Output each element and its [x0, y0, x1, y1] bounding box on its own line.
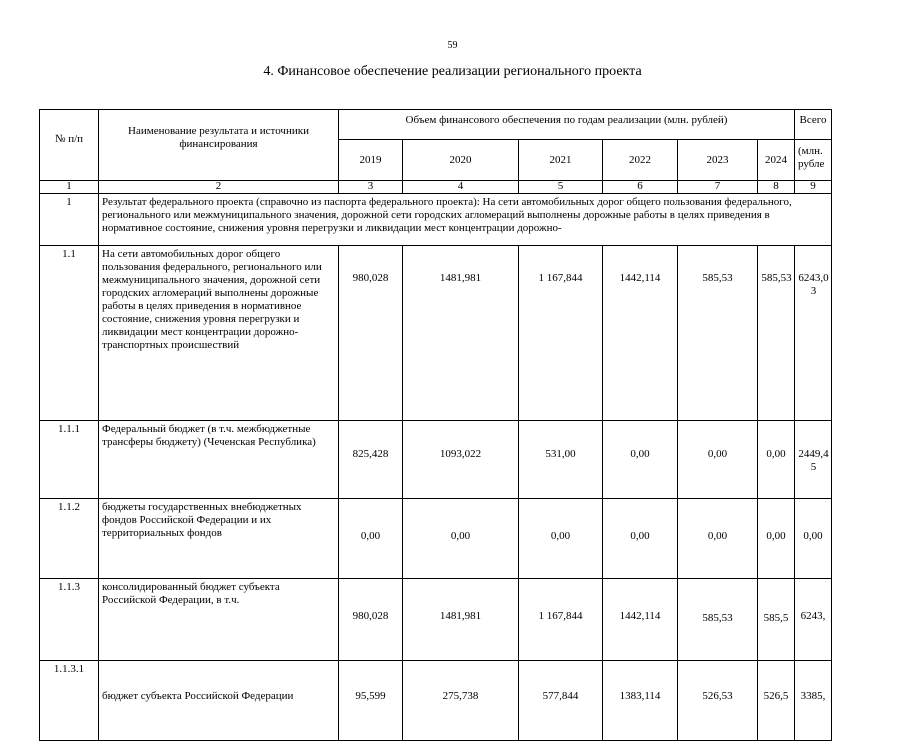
total-unit: (млн. рубле [795, 140, 832, 181]
column-numbers-row [40, 181, 832, 194]
year-2023: 2023 [678, 140, 758, 181]
column-number: 6 [603, 181, 678, 194]
column-number: 8 [758, 181, 795, 194]
value-2024: 585,53 [758, 246, 795, 421]
row-name: бюджеты государственных внебюджетных фондов Российской Федерации и их территориальных фондов [99, 499, 339, 579]
value-2024: 585,5 [758, 579, 795, 661]
column-number: 5 [519, 181, 603, 194]
row-name: консолидированный бюджет субъекта Российской Федерации, в т.ч. [99, 579, 339, 661]
row-number: 1.1.3 [40, 579, 99, 661]
page-title: 4. Финансовое обеспечение реализации регионального проекта [263, 64, 642, 79]
column-number: 1 [40, 181, 99, 194]
row-name: Федеральный бюджет (в т.ч. межбюджетные трансферы бюджету) (Чеченская Республика) [99, 421, 339, 499]
page-number: 59 [447, 40, 458, 51]
year-2019: 2019 [339, 140, 403, 181]
year-2022: 2022 [603, 140, 678, 181]
value-2023: 0,00 [678, 499, 758, 579]
value-2022: 0,00 [603, 499, 678, 579]
table-row [40, 246, 832, 421]
table-row [40, 579, 832, 661]
value-2022: 1442,114 [603, 579, 678, 661]
value-2022: 1383,114 [603, 661, 678, 741]
row-number: 1.1.2 [40, 499, 99, 579]
header-col-name: Наименование результата и источники финансирования [99, 110, 339, 181]
year-2021: 2021 [519, 140, 603, 181]
value-2021: 577,844 [519, 661, 603, 741]
value-2019: 825,428 [339, 421, 403, 499]
value-2020: 1481,981 [403, 246, 519, 421]
row-number: 1.1.1 [40, 421, 99, 499]
header-col-volume: Объем финансового обеспечения по годам реализации (млн. рублей) [339, 110, 795, 140]
value-2022: 0,00 [603, 421, 678, 499]
section-text: Результат федерального проекта (справочно из паспорта федерального проекта): На сети автомобильных дорог общего пользования федерального, регионального или межмуниципального значения, дорожной сети городских агломераций выполнены дорожные работы в целях приведения в нормативное состояние, снижения уровня перегрузки и ликвидации мест концентрации дорожно- [99, 194, 832, 246]
column-number: 7 [678, 181, 758, 194]
header-row-top [40, 110, 832, 140]
row-number: 1.1.3.1 [40, 661, 99, 741]
section-row [40, 194, 832, 246]
value-2021: 1 167,844 [519, 246, 603, 421]
value-2023: 526,53 [678, 661, 758, 741]
value-2020: 0,00 [403, 499, 519, 579]
row-name: На сети автомобильных дорог общего пользования федерального, регионального или межмуниципального значения, дорожной сети городских агломераций выполнены дорожные работы в целях приведения в нормативное состояние, снижения уровня перегрузки и ликвидации мест концентрации дорожно-транспортных происшествий [99, 246, 339, 421]
value-2024: 526,5 [758, 661, 795, 741]
table-row [40, 661, 832, 741]
value-2022: 1442,114 [603, 246, 678, 421]
value-2023: 0,00 [678, 421, 758, 499]
financing-table [39, 109, 832, 741]
value-2019: 980,028 [339, 579, 403, 661]
value-total: 3385, [795, 661, 832, 741]
value-2024: 0,00 [758, 421, 795, 499]
table-row [40, 499, 832, 579]
column-number: 4 [403, 181, 519, 194]
value-2023: 585,53 [678, 579, 758, 661]
value-2021: 531,00 [519, 421, 603, 499]
table-row [40, 421, 832, 499]
header-col-num: № п/п [40, 110, 99, 181]
value-total: 2449,45 [795, 421, 832, 499]
value-2020: 275,738 [403, 661, 519, 741]
header-col-total: Всего [795, 110, 832, 140]
value-2020: 1481,981 [403, 579, 519, 661]
year-2020: 2020 [403, 140, 519, 181]
section-number: 1 [40, 194, 99, 246]
value-2020: 1093,022 [403, 421, 519, 499]
value-2019: 980,028 [339, 246, 403, 421]
value-2019: 95,599 [339, 661, 403, 741]
value-total: 6243, [795, 579, 832, 661]
value-2024: 0,00 [758, 499, 795, 579]
row-name: бюджет субъекта Российской Федерации [99, 661, 339, 741]
value-2019: 0,00 [339, 499, 403, 579]
value-total: 0,00 [795, 499, 832, 579]
row-number: 1.1 [40, 246, 99, 421]
column-number: 2 [99, 181, 339, 194]
value-2021: 0,00 [519, 499, 603, 579]
column-number: 3 [339, 181, 403, 194]
value-2021: 1 167,844 [519, 579, 603, 661]
column-number: 9 [795, 181, 832, 194]
value-2023: 585,53 [678, 246, 758, 421]
year-2024: 2024 [758, 140, 795, 181]
value-total: 6243,03 [795, 246, 832, 421]
